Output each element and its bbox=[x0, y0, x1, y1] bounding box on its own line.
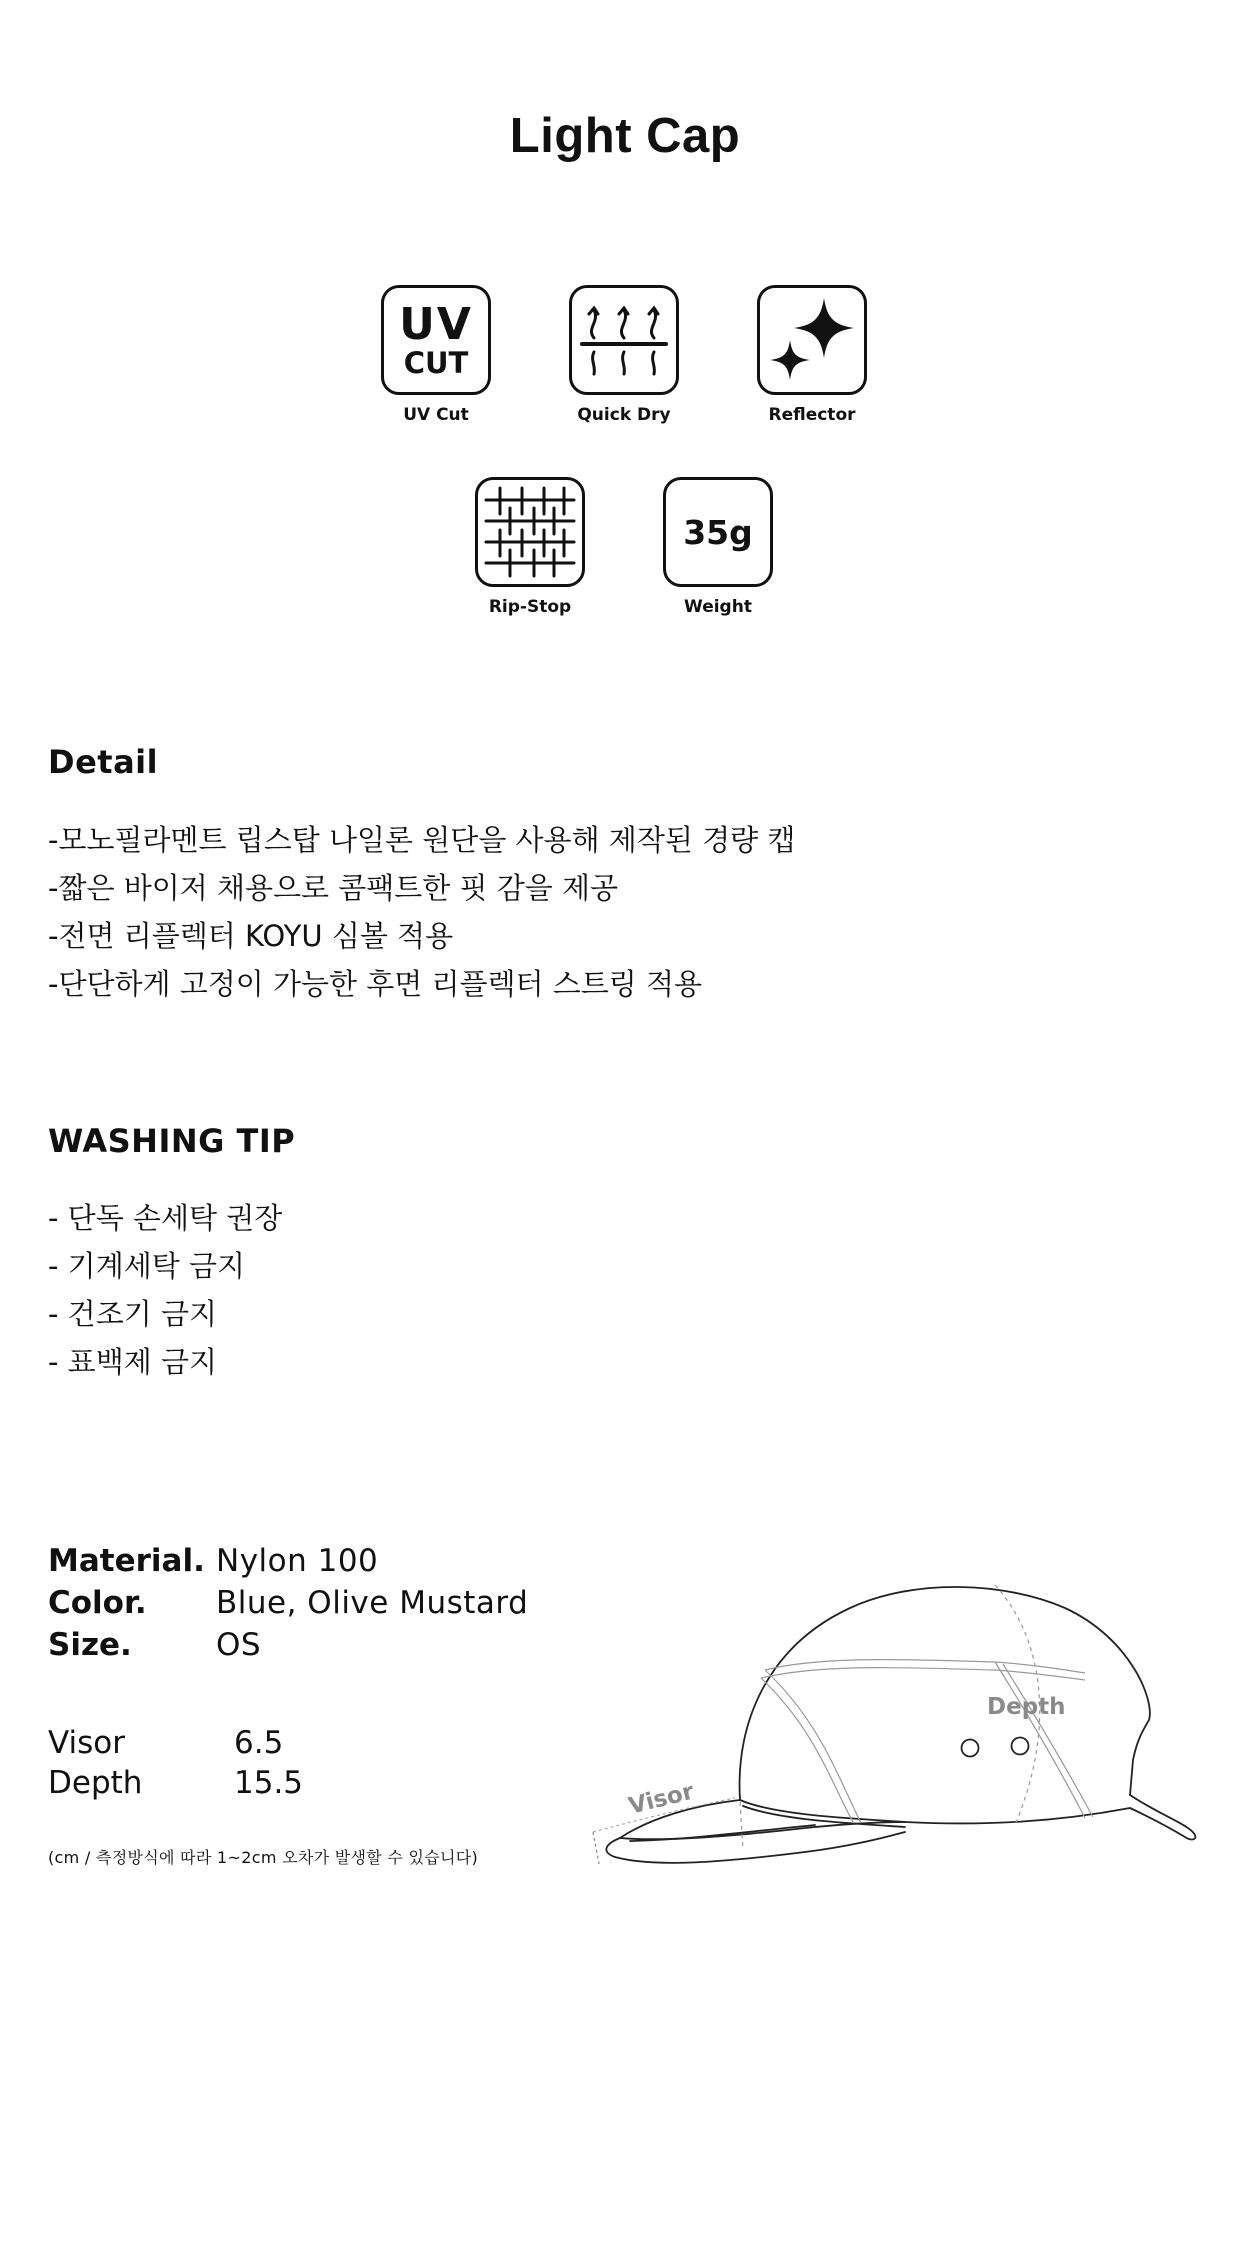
sparkle-icon bbox=[757, 285, 867, 395]
spec-label: Material. bbox=[48, 1543, 205, 1579]
measurement-row-depth bbox=[48, 1763, 303, 1803]
feature-label: Reflector bbox=[768, 405, 856, 425]
measurement-value: 15.5 bbox=[234, 1765, 304, 1801]
list-item: -전면 리플렉터 KOYU 심볼 적용 bbox=[48, 919, 454, 953]
list-item: -모노필라멘트 립스탑 나일론 원단을 사용해 제작된 경량 캡 bbox=[48, 823, 796, 857]
cap-crown-outline bbox=[740, 1587, 1150, 1800]
uv-text: UV bbox=[399, 298, 473, 350]
quick-dry-icon bbox=[569, 285, 679, 395]
list-item: - 단독 손세탁 권장 bbox=[48, 1201, 283, 1235]
feature-weight bbox=[638, 477, 798, 617]
spec-value: Nylon 100 bbox=[216, 1543, 379, 1579]
feature-rip-stop bbox=[450, 477, 610, 617]
visor-label: Visor bbox=[626, 1778, 697, 1820]
measurement-row-visor bbox=[48, 1723, 303, 1763]
list-item: -짧은 바이저 채용으로 콤팩트한 핏 감을 제공 bbox=[48, 871, 619, 905]
spec-table bbox=[48, 1540, 528, 1666]
vent-hole bbox=[1012, 1738, 1029, 1755]
measurement-note: (cm / 측정방식에 따라 1~2cm 오차가 발생할 수 있습니다) bbox=[48, 1848, 479, 1867]
weight-icon bbox=[663, 477, 773, 587]
ripstop-grid-icon bbox=[475, 477, 585, 587]
washing-heading: WASHING TIP bbox=[48, 1122, 296, 1160]
spec-value: Blue, Olive Mustard bbox=[216, 1585, 529, 1621]
vent-hole bbox=[962, 1740, 979, 1757]
uv-cut-icon bbox=[381, 285, 491, 395]
weight-value: 35g bbox=[683, 512, 753, 552]
depth-label: Depth bbox=[987, 1694, 1066, 1720]
spec-row-size bbox=[48, 1624, 528, 1666]
feature-quick-dry bbox=[544, 285, 704, 425]
cut-text: CUT bbox=[403, 345, 469, 380]
measurement-label: Visor bbox=[48, 1725, 126, 1761]
feature-label: Rip-Stop bbox=[488, 597, 572, 617]
page-title: Light Cap bbox=[509, 109, 741, 163]
spec-row-color bbox=[48, 1582, 528, 1624]
feature-label: Weight bbox=[684, 597, 752, 617]
detail-heading: Detail bbox=[48, 743, 159, 781]
list-item: - 표백제 금지 bbox=[48, 1345, 217, 1379]
measurement-table bbox=[48, 1723, 303, 1803]
spec-row-material bbox=[48, 1540, 528, 1582]
list-item: - 건조기 금지 bbox=[48, 1297, 217, 1331]
list-item: - 기계세탁 금지 bbox=[48, 1249, 245, 1283]
measurement-value: 6.5 bbox=[234, 1725, 284, 1761]
feature-label: UV Cut bbox=[403, 405, 469, 425]
washing-list bbox=[48, 1194, 282, 1386]
list-item: -단단하게 고정이 가능한 후면 리플렉터 스트링 적용 bbox=[48, 967, 703, 1001]
feature-reflector bbox=[732, 285, 892, 425]
measurement-label: Depth bbox=[48, 1765, 143, 1801]
spec-label: Color. bbox=[48, 1585, 147, 1621]
spec-value: OS bbox=[216, 1627, 262, 1663]
feature-uv-cut bbox=[356, 285, 516, 425]
feature-label: Quick Dry bbox=[577, 405, 671, 425]
detail-list bbox=[48, 816, 795, 1008]
spec-label: Size. bbox=[48, 1627, 132, 1663]
cap-diagram bbox=[585, 1570, 1205, 1890]
